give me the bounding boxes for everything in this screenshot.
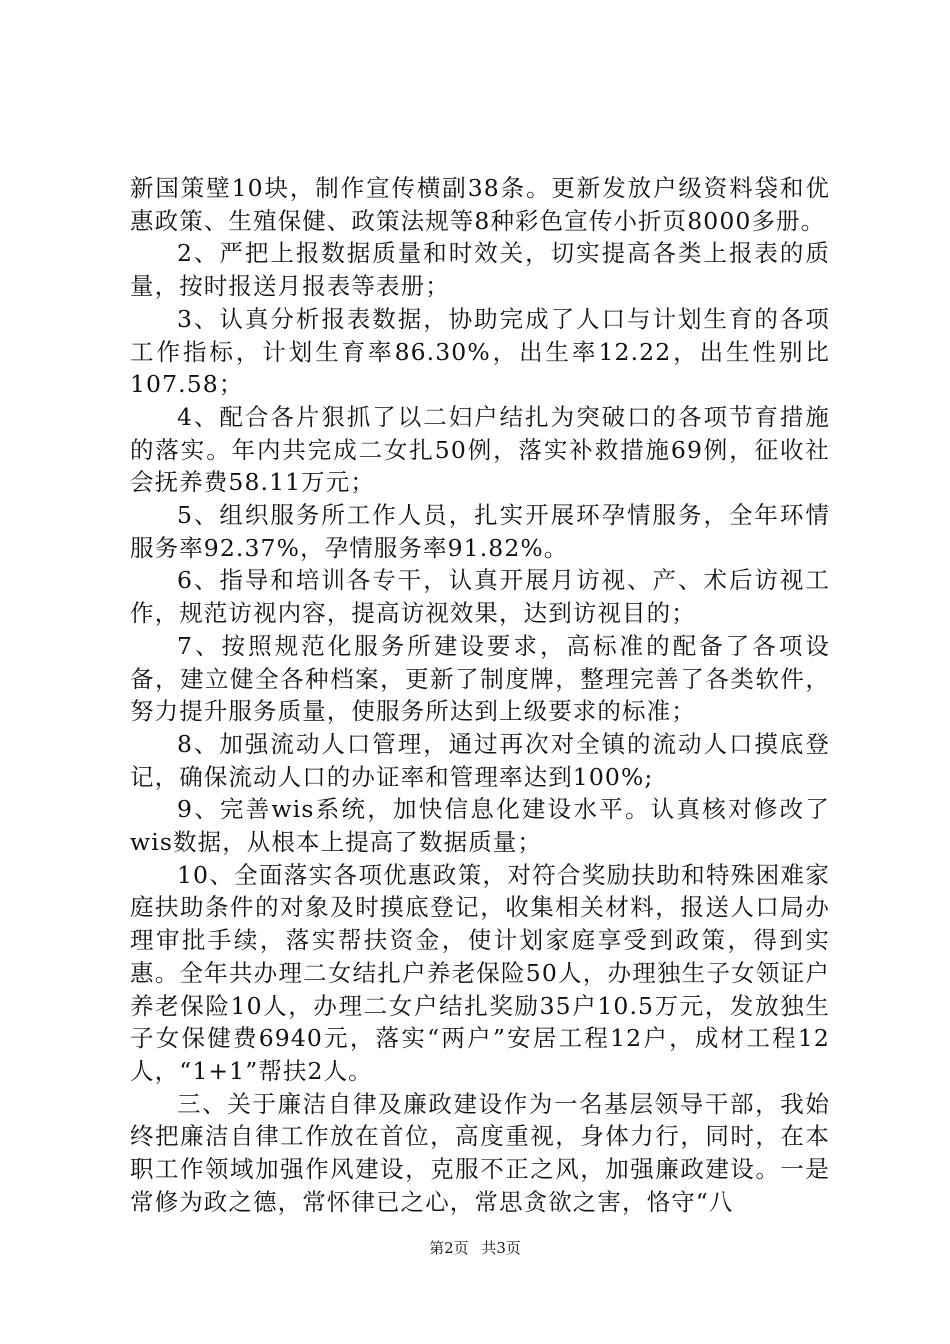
paragraph-item-9: 9、完善wis系统，加快信息化建设水平。认真核对修改了wis数据，从根本上提高了数据质量；: [130, 795, 830, 857]
paragraph-item-2: 2、严把上报数据质量和时效关，切实提高各类上报表的质量，按时报送月报表等表册；: [130, 239, 830, 301]
page-number: 第2页: [429, 1239, 469, 1257]
page-total: 共3页: [481, 1239, 521, 1257]
paragraph-section-three: 三、关于廉洁自律及廉政建设作为一名基层领导干部，我始终把廉洁自律工作放在首位，高度重视，身体力行，同时，在本职工作领域加强作风建设，克服不正之风，加强廉政建设。一是常修为政之德，常怀律已之心，常思贪欲之害，恪守“八: [130, 1089, 830, 1216]
document-body: [130, 172, 830, 1219]
page-footer: [0, 1238, 950, 1258]
paragraph-item-10: 10、全面落实各项优惠政策，对符合奖励扶助和特殊困难家庭扶助条件的对象及时摸底登记，收集相关材料，报送人口局办理审批手续，落实帮扶资金，使计划家庭享受到政策，得到实惠。全年共办理二女结扎户养老保险50人，办理独生子女领证户养老保险10人，办理二女户结扎奖励35户10.5万元，发放独生子女保健费6940元，落实“两户”安居工程12户，成材工程12人，“1+1”帮扶2人。: [130, 860, 830, 1085]
paragraph-item-5: 5、组织服务所工作人员，扎实开展环孕情服务，全年环情服务率92.37%，孕情服务率91.82%。: [130, 501, 830, 562]
paragraph-item-3: 3、认真分析报表数据，协助完成了人口与计划生育的各项工作指标，计划生育率86.30%，出生率12.22，出生性别比107.58；: [130, 304, 830, 399]
paragraph-item-7: 7、按照规范化服务所建设要求，高标准的配备了各项设备，建立健全各种档案，更新了制度牌，整理完善了各类软件，努力提升服务质量，使服务所达到上级要求的标准；: [130, 631, 830, 726]
paragraph-item-8: 8、加强流动人口管理，通过再次对全镇的流动人口摸底登记，确保流动人口的办证率和管理率达到100%;: [130, 729, 830, 791]
paragraph-item-4: 4、配合各片狠抓了以二妇户结扎为突破口的各项节育措施的落实。年内共完成二女扎50例，落实补救措施69例，征收社会抚养费58.11万元；: [130, 402, 830, 497]
paragraph-continuation: 新国策壁10块，制作宣传横副38条。更新发放户级资料袋和优惠政策、生殖保健、政策法规等8种彩色宣传小折页8000多册。: [130, 174, 830, 235]
paragraph-item-6: 6、指导和培训各专干，认真开展月访视、产、术后访视工作，规范访视内容，提高访视效果，达到访视目的；: [130, 566, 830, 628]
